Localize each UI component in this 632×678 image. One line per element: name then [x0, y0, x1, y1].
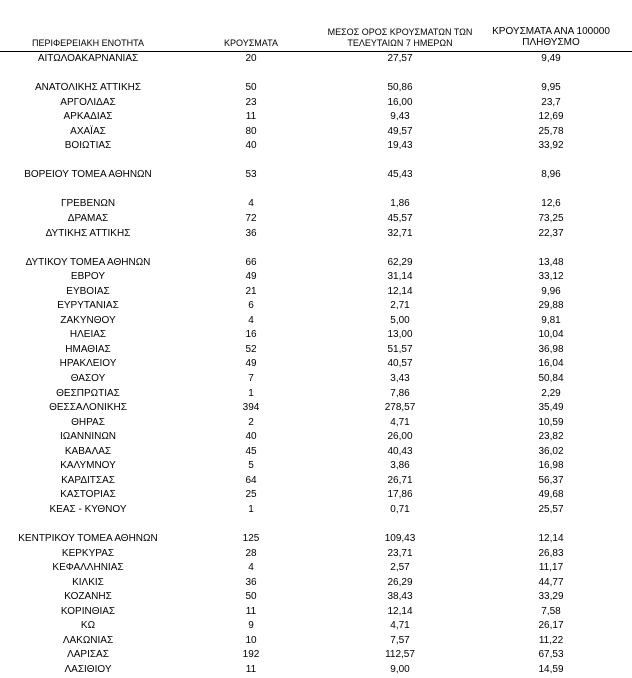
cell-region: ΚΑΒΑΛΑΣ: [64, 445, 112, 457]
cell-per-100000: 16,98: [538, 460, 564, 472]
cell-per-100000: 10,59: [538, 416, 564, 428]
cell-cases: 10: [245, 634, 257, 646]
cell-region: ΑΡΚΑΔΙΑΣ: [63, 111, 113, 123]
cell-per-100000: 26,17: [538, 620, 564, 632]
cell-cases: 23: [245, 96, 257, 108]
cell-cases: 4: [248, 562, 254, 574]
table-row: [0, 547, 632, 562]
table-row: [0, 212, 632, 227]
cell-avg: 2,71: [390, 300, 410, 312]
table-row: [0, 416, 632, 431]
cell-cases: 5: [248, 460, 254, 472]
cell-per-100000: 8,96: [541, 169, 561, 181]
cell-region: ΚΟΡΙΝΘΙΑΣ: [60, 605, 116, 617]
cell-cases: 72: [245, 213, 257, 225]
cell-per-100000: 36,02: [538, 445, 564, 457]
table-row: [0, 197, 632, 212]
table-row: [0, 139, 632, 154]
header-per-line1: ΚΡΟΥΣΜΑΤΑ ΑΝΑ 100000: [492, 26, 610, 37]
cell-avg: 38,43: [387, 591, 413, 603]
cell-avg: 278,57: [384, 402, 416, 414]
cell-region: ΚΕΡΚΥΡΑΣ: [61, 547, 115, 559]
table-spacer-row: [0, 183, 632, 198]
cell-avg: 23,71: [387, 547, 413, 559]
cell-cases: 16: [245, 329, 257, 341]
cell-region: ΚΙΛΚΙΣ: [72, 576, 104, 588]
cell-avg: 40,43: [387, 445, 413, 457]
table-header: [0, 0, 632, 52]
cell-avg: 2,57: [390, 562, 410, 574]
cell-avg: 45,57: [387, 213, 413, 225]
cell-avg: 26,00: [387, 431, 413, 443]
cell-avg: 12,14: [387, 605, 413, 617]
table-spacer-row: [0, 67, 632, 82]
table-row: [0, 96, 632, 111]
table-row: [0, 430, 632, 445]
cell-region: ΘΕΣΣΑΛΟΝΙΚΗΣ: [49, 402, 127, 414]
cell-cases: 66: [245, 256, 257, 268]
cell-per-100000: 56,37: [538, 474, 564, 486]
table-row: [0, 532, 632, 547]
cell-avg: 109,43: [384, 533, 416, 545]
cell-per-100000: 9,49: [541, 53, 561, 64]
cell-avg: 13,00: [387, 329, 413, 341]
cell-avg: 49,57: [387, 125, 413, 137]
table-row: [0, 270, 632, 285]
table-row: [0, 343, 632, 358]
cell-avg: 32,71: [387, 227, 413, 239]
cell-cases: 50: [245, 591, 257, 603]
cell-avg: 9,00: [390, 663, 410, 675]
cell-region: ΗΡΑΚΛΕΙΟΥ: [59, 358, 117, 370]
cell-region: ΘΕΣΠΡΩΤΙΑΣ: [56, 387, 120, 399]
cell-region: ΓΡΕΒΕΝΩΝ: [60, 198, 116, 210]
cell-region: ΕΒΡΟΥ: [70, 271, 106, 283]
table-row: [0, 125, 632, 140]
cell-region: ΚΟΖΑΝΗΣ: [64, 591, 112, 603]
cell-cases: 125: [242, 533, 260, 545]
cell-avg: 4,71: [390, 416, 410, 428]
cell-avg: 16,00: [387, 96, 413, 108]
cell-per-100000: 9,95: [541, 82, 561, 94]
cell-region: ΚΕΝΤΡΙΚΟΥ ΤΟΜΕΑ ΑΘΗΝΩΝ: [18, 533, 158, 545]
table-row: [0, 357, 632, 372]
header-avg-line1: ΜΕΣΟΣ ΟΡΟΣ ΚΡΟΥΣΜΑΤΩΝ ΤΩΝ: [327, 27, 473, 37]
cell-cases: 64: [245, 474, 257, 486]
cell-cases: 80: [245, 125, 257, 137]
table-row: [0, 445, 632, 460]
cell-region: ΛΑΚΩΝΙΑΣ: [62, 634, 114, 646]
cell-cases: 36: [245, 227, 257, 239]
header-avg-7days: [320, 27, 480, 49]
table-row: [0, 314, 632, 329]
cell-avg: 12,14: [387, 285, 413, 297]
table-row: [0, 605, 632, 620]
table-row: [0, 459, 632, 474]
cell-cases: 9: [248, 620, 254, 632]
cell-avg: 51,57: [387, 343, 413, 355]
cell-per-100000: 33,92: [538, 140, 564, 152]
cell-region: ΑΡΓΟΛΙΔΑΣ: [60, 96, 116, 108]
table-row: [0, 372, 632, 387]
cell-region: ΘΑΣΟΥ: [70, 373, 106, 385]
cell-per-100000: 13,48: [538, 256, 564, 268]
cell-cases: 6: [248, 300, 254, 312]
cell-avg: 26,29: [387, 576, 413, 588]
cell-per-100000: 12,6: [541, 198, 561, 210]
cell-cases: 2: [248, 416, 254, 428]
cell-per-100000: 33,29: [538, 591, 564, 603]
cell-avg: 45,43: [387, 169, 413, 181]
cell-avg: 0,71: [390, 503, 410, 515]
cell-per-100000: 22,37: [538, 227, 564, 239]
cell-cases: 36: [245, 576, 257, 588]
cell-cases: 40: [245, 140, 257, 152]
cell-cases: 192: [242, 649, 260, 661]
cell-region: ΒΟΡΕΙΟΥ ΤΟΜΕΑ ΑΘΗΝΩΝ: [24, 169, 152, 181]
cell-cases: 11: [245, 663, 257, 675]
cell-avg: 27,57: [387, 53, 413, 64]
table-row: [0, 474, 632, 489]
cell-per-100000: 7,58: [541, 605, 561, 617]
cell-cases: 25: [245, 489, 257, 501]
header-avg-line2: ΤΕΛΕΥΤΑΙΩΝ 7 ΗΜΕΡΩΝ: [347, 38, 453, 48]
cell-avg: 17,86: [387, 489, 413, 501]
cell-per-100000: 9,96: [541, 285, 561, 297]
table-row: [0, 285, 632, 300]
cell-avg: 4,71: [390, 620, 410, 632]
cell-region: ΔΥΤΙΚΗΣ ΑΤΤΙΚΗΣ: [45, 227, 131, 239]
cell-avg: 3,86: [390, 460, 410, 472]
cell-cases: 40: [245, 431, 257, 443]
cell-avg: 112,57: [385, 649, 415, 661]
cell-region: ΒΟΙΩΤΙΑΣ: [64, 140, 112, 152]
cell-avg: 1,86: [390, 198, 410, 210]
cell-per-100000: 2,29: [541, 387, 561, 399]
cell-avg: 3,43: [390, 373, 410, 385]
cell-per-100000: 50,84: [538, 373, 564, 385]
cell-per-100000: 33,12: [538, 271, 564, 283]
cell-cases: 28: [245, 547, 257, 559]
cell-avg: 7,86: [390, 387, 410, 399]
table-spacer-row: [0, 154, 632, 169]
cell-avg: 50,86: [387, 82, 413, 94]
cell-per-100000: 67,53: [538, 649, 564, 661]
table-row: [0, 52, 632, 67]
table-row: [0, 648, 632, 663]
cell-cases: 52: [245, 343, 257, 355]
table-row: [0, 634, 632, 649]
table-row: [0, 576, 632, 591]
cell-cases: 20: [245, 53, 257, 64]
cell-per-100000: 12,69: [538, 111, 564, 123]
table-row: [0, 328, 632, 343]
cell-cases: 49: [245, 271, 257, 283]
cell-region: ΔΡΑΜΑΣ: [67, 213, 109, 225]
cell-avg: 31,14: [387, 271, 413, 283]
cell-cases: 49: [245, 358, 257, 370]
cell-cases: 394: [242, 402, 260, 414]
table-row: [0, 110, 632, 125]
cell-cases: 11: [245, 605, 257, 617]
cell-per-100000: 11,17: [538, 562, 564, 574]
cell-avg: 62,29: [387, 256, 413, 268]
cell-region: ΖΑΚΥΝΘΟΥ: [60, 314, 116, 326]
cell-cases: 53: [245, 169, 257, 181]
cell-region: ΛΑΡΙΣΑΣ: [67, 649, 109, 661]
cell-per-100000: 36,98: [538, 343, 564, 355]
cell-region: ΚΕΑΣ - ΚΥΘΝΟΥ: [49, 503, 127, 515]
cell-region: ΔΥΤΙΚΟΥ ΤΟΜΕΑ ΑΘΗΝΩΝ: [25, 256, 151, 268]
cell-avg: 19,43: [387, 140, 413, 152]
cell-region: ΚΑΣΤΟΡΙΑΣ: [60, 489, 116, 501]
table-row: [0, 488, 632, 503]
cell-per-100000: 73,25: [538, 213, 564, 225]
cell-per-100000: 29,88: [538, 300, 564, 312]
cell-region: ΗΜΑΘΙΑΣ: [65, 343, 111, 355]
cell-per-100000: 44,77: [538, 576, 564, 588]
header-cases: ΚΡΟΥΣΜΑΤΑ: [224, 38, 278, 48]
cell-region: ΕΥΒΟΙΑΣ: [66, 285, 110, 297]
cell-region: ΚΩ: [80, 620, 96, 632]
cell-per-100000: 11,22: [538, 634, 564, 646]
cell-cases: 4: [248, 198, 254, 210]
cell-cases: 50: [245, 82, 257, 94]
cell-per-100000: 35,49: [538, 402, 564, 414]
cell-per-100000: 10,04: [538, 329, 564, 341]
table-row: [0, 227, 632, 242]
cell-per-100000: 16,04: [538, 358, 564, 370]
cell-per-100000: 14,59: [538, 663, 564, 675]
cell-region: ΗΛΕΙΑΣ: [69, 329, 107, 341]
cell-avg: 9,43: [390, 111, 410, 123]
table-body: [0, 52, 632, 678]
cell-per-100000: 49,68: [538, 489, 564, 501]
table-row: [0, 299, 632, 314]
cell-per-100000: 25,78: [538, 125, 564, 137]
header-per-line2: ΠΛΗΘΥΣΜΟ: [522, 37, 580, 48]
table-row: [0, 561, 632, 576]
cell-cases: 11: [245, 111, 257, 123]
table-row: [0, 590, 632, 605]
cell-region: ΑΝΑΤΟΛΙΚΗΣ ΑΤΤΙΚΗΣ: [34, 82, 142, 94]
header-per-100000: [487, 26, 615, 48]
table-row: [0, 663, 632, 678]
cell-avg: 5,00: [390, 314, 410, 326]
table-row: [0, 503, 632, 518]
cell-per-100000: 23,7: [541, 96, 561, 108]
cell-avg: 40,57: [387, 358, 413, 370]
table-row: [0, 401, 632, 416]
cell-per-100000: 23,82: [538, 431, 564, 443]
cell-avg: 26,71: [387, 474, 413, 486]
table-row: [0, 168, 632, 183]
cell-region: ΕΥΡΥΤΑΝΙΑΣ: [57, 300, 119, 312]
table-row: [0, 256, 632, 271]
cell-per-100000: 12,14: [538, 533, 564, 545]
header-region: ΠΕΡΙΦΕΡΕΙΑΚΗ ΕΝΟΤΗΤΑ: [31, 38, 145, 48]
cell-region: ΙΩΑΝΝΙΝΩΝ: [59, 431, 117, 443]
cell-cases: 1: [248, 387, 254, 399]
table-row: [0, 81, 632, 96]
cell-cases: 45: [245, 445, 257, 457]
cell-region: ΛΑΣΙΘΙΟΥ: [64, 663, 112, 675]
table-spacer-row: [0, 241, 632, 256]
cell-cases: 7: [248, 373, 254, 385]
cell-region: ΘΗΡΑΣ: [71, 416, 105, 428]
table-row: [0, 619, 632, 634]
cell-per-100000: 25,57: [538, 503, 564, 515]
cell-per-100000: 26,83: [538, 547, 564, 559]
cell-region: ΚΑΛΥΜΝΟΥ: [60, 460, 116, 472]
cell-per-100000: 9,81: [541, 314, 561, 326]
cell-cases: 1: [248, 503, 254, 515]
cell-avg: 7,57: [390, 634, 410, 646]
cell-region: ΑΧΑΪΑΣ: [70, 125, 106, 137]
cell-region: ΚΑΡΔΙΤΣΑΣ: [61, 474, 115, 486]
cell-region: ΑΙΤΩΛΟΑΚΑΡΝΑΝΙΑΣ: [37, 53, 139, 64]
cell-cases: 21: [245, 285, 257, 297]
cell-region: ΚΕΦΑΛΛΗΝΙΑΣ: [52, 562, 124, 574]
cell-cases: 4: [248, 314, 254, 326]
table-row: [0, 387, 632, 402]
table-spacer-row: [0, 518, 632, 533]
